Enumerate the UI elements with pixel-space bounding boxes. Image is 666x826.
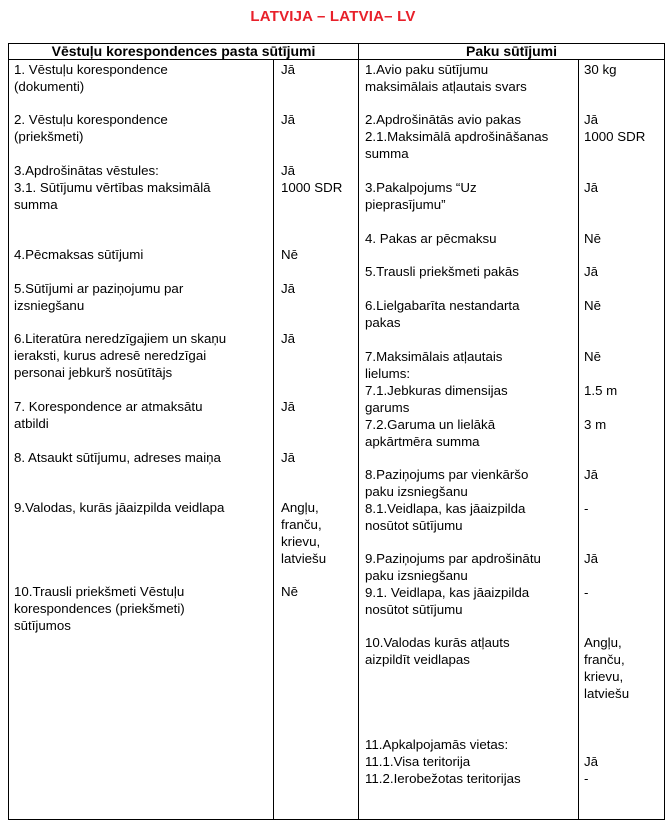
letters-row-label: 1. Vēstuļu korespondence (dokumenti) [14, 62, 168, 94]
parcels-row-value: Nē [584, 231, 601, 246]
parcels-row-label: 2.Apdrošinātās avio pakas 2.1.Maksimālā apdrošināšanas summa [365, 112, 549, 161]
table-left-border [8, 43, 9, 820]
parcels-row-value: Jā [584, 180, 599, 195]
letters-row-value: Jā [281, 399, 296, 414]
parcels-row-label: 9.Paziņojums par apdrošinātu paku izsniegšanu 9.1. Veidlapa, kas jāaizpilda nosūtot sūtījumu [365, 551, 541, 617]
letters-row-label: 6.Literatūra neredzīgajiem un skaņu ieraksti, kurus adresē neredzīgai personai jebkurš nosūtītājs [14, 331, 227, 380]
parcels-row-value: Jā 1000 SDR [584, 112, 646, 144]
parcels-row-value: Jā [584, 264, 599, 279]
letters-header: Vēstuļu korespondences pasta sūtījumi [51, 43, 316, 59]
parcels-row-value: Jā - [584, 754, 599, 786]
section-divider [358, 43, 359, 820]
letters-row-value: Jā 1000 SDR [281, 163, 343, 195]
letters-row-label: 2. Vēstuļu korespondence (priekšmeti) [14, 112, 168, 144]
table-right-border [664, 43, 665, 820]
letters-row-label: 10.Trausli priekšmeti Vēstuļu korespondences (priekšmeti) sūtījumos [14, 584, 185, 633]
parcels-row-value: Nē [584, 298, 601, 313]
parcels-row-label: 6.Lielgabarīta nestandarta pakas [365, 298, 520, 330]
letters-row-value: Jā [281, 331, 296, 346]
table-bottom-border [8, 819, 665, 820]
parcels-row-label: 3.Pakalpojums “Uz pieprasījumu” [365, 180, 477, 212]
letters-row-label: 4.Pēcmaksas sūtījumi [14, 247, 144, 262]
parcels-row-label: 10.Valodas kurās atļauts aizpildīt veidlapas [365, 635, 510, 667]
letters-row-label: 3.Apdrošinātas vēstules: 3.1. Sūtījumu vērtības maksimālā summa [14, 163, 211, 212]
letters-row-value: Nē [281, 584, 298, 599]
parcels-header: Paku sūtījumi [465, 43, 558, 59]
letters-row-value: Jā [281, 281, 296, 296]
letters-row-value: Nē [281, 247, 298, 262]
parcels-row-value: Angļu, franču, krievu, latviešu [584, 635, 630, 701]
letters-row-value: Jā [281, 112, 296, 127]
parcels-row-label: 8.Paziņojums par vienkāršo paku izsniegšanu 8.1.Veidlapa, kas jāaizpilda nosūtot sūtījumu [365, 467, 529, 533]
parcels-row-label: 5.Trausli priekšmeti pakās [365, 264, 519, 279]
parcels-value-divider [578, 59, 579, 820]
parcels-row-value: Nē 1.5 m 3 m [584, 349, 618, 432]
letters-row-value: Jā [281, 450, 296, 465]
letters-row-value: Angļu, franču, krievu, latviešu [281, 500, 327, 566]
letters-row-label: 9.Valodas, kurās jāaizpilda veidlapa [14, 500, 225, 515]
parcels-row-label: 1.Avio paku sūtījumu maksimālais atļautais svars [365, 62, 527, 94]
parcels-row-label: 11.Apkalpojamās vietas: 11.1.Visa teritorija 11.2.Ierobežotas teritorijas [365, 737, 521, 786]
parcels-row-value: Jā - [584, 551, 599, 600]
header-bottom-border [8, 59, 665, 60]
letters-row-value: Jā [281, 62, 296, 77]
page-title: LATVIJA – LATVIA– LV [250, 8, 416, 25]
letters-row-label: 5.Sūtījumi ar paziņojumu par izsniegšanu [14, 281, 184, 313]
letters-row-label: 8. Atsaukt sūtījumu, adreses maiņa [14, 450, 221, 465]
parcels-row-value: 30 kg [584, 62, 617, 77]
parcels-row-label: 4. Pakas ar pēcmaksu [365, 231, 497, 246]
letters-value-divider [273, 59, 274, 820]
parcels-row-value: Jā - [584, 467, 599, 516]
parcels-row-label: 7.Maksimālais atļautais lielums: 7.1.Jebkuras dimensijas garums 7.2.Garuma un lielākā apkārtmēra summa [365, 349, 508, 449]
letters-row-label: 7. Korespondence ar atmaksātu atbildi [14, 399, 203, 431]
